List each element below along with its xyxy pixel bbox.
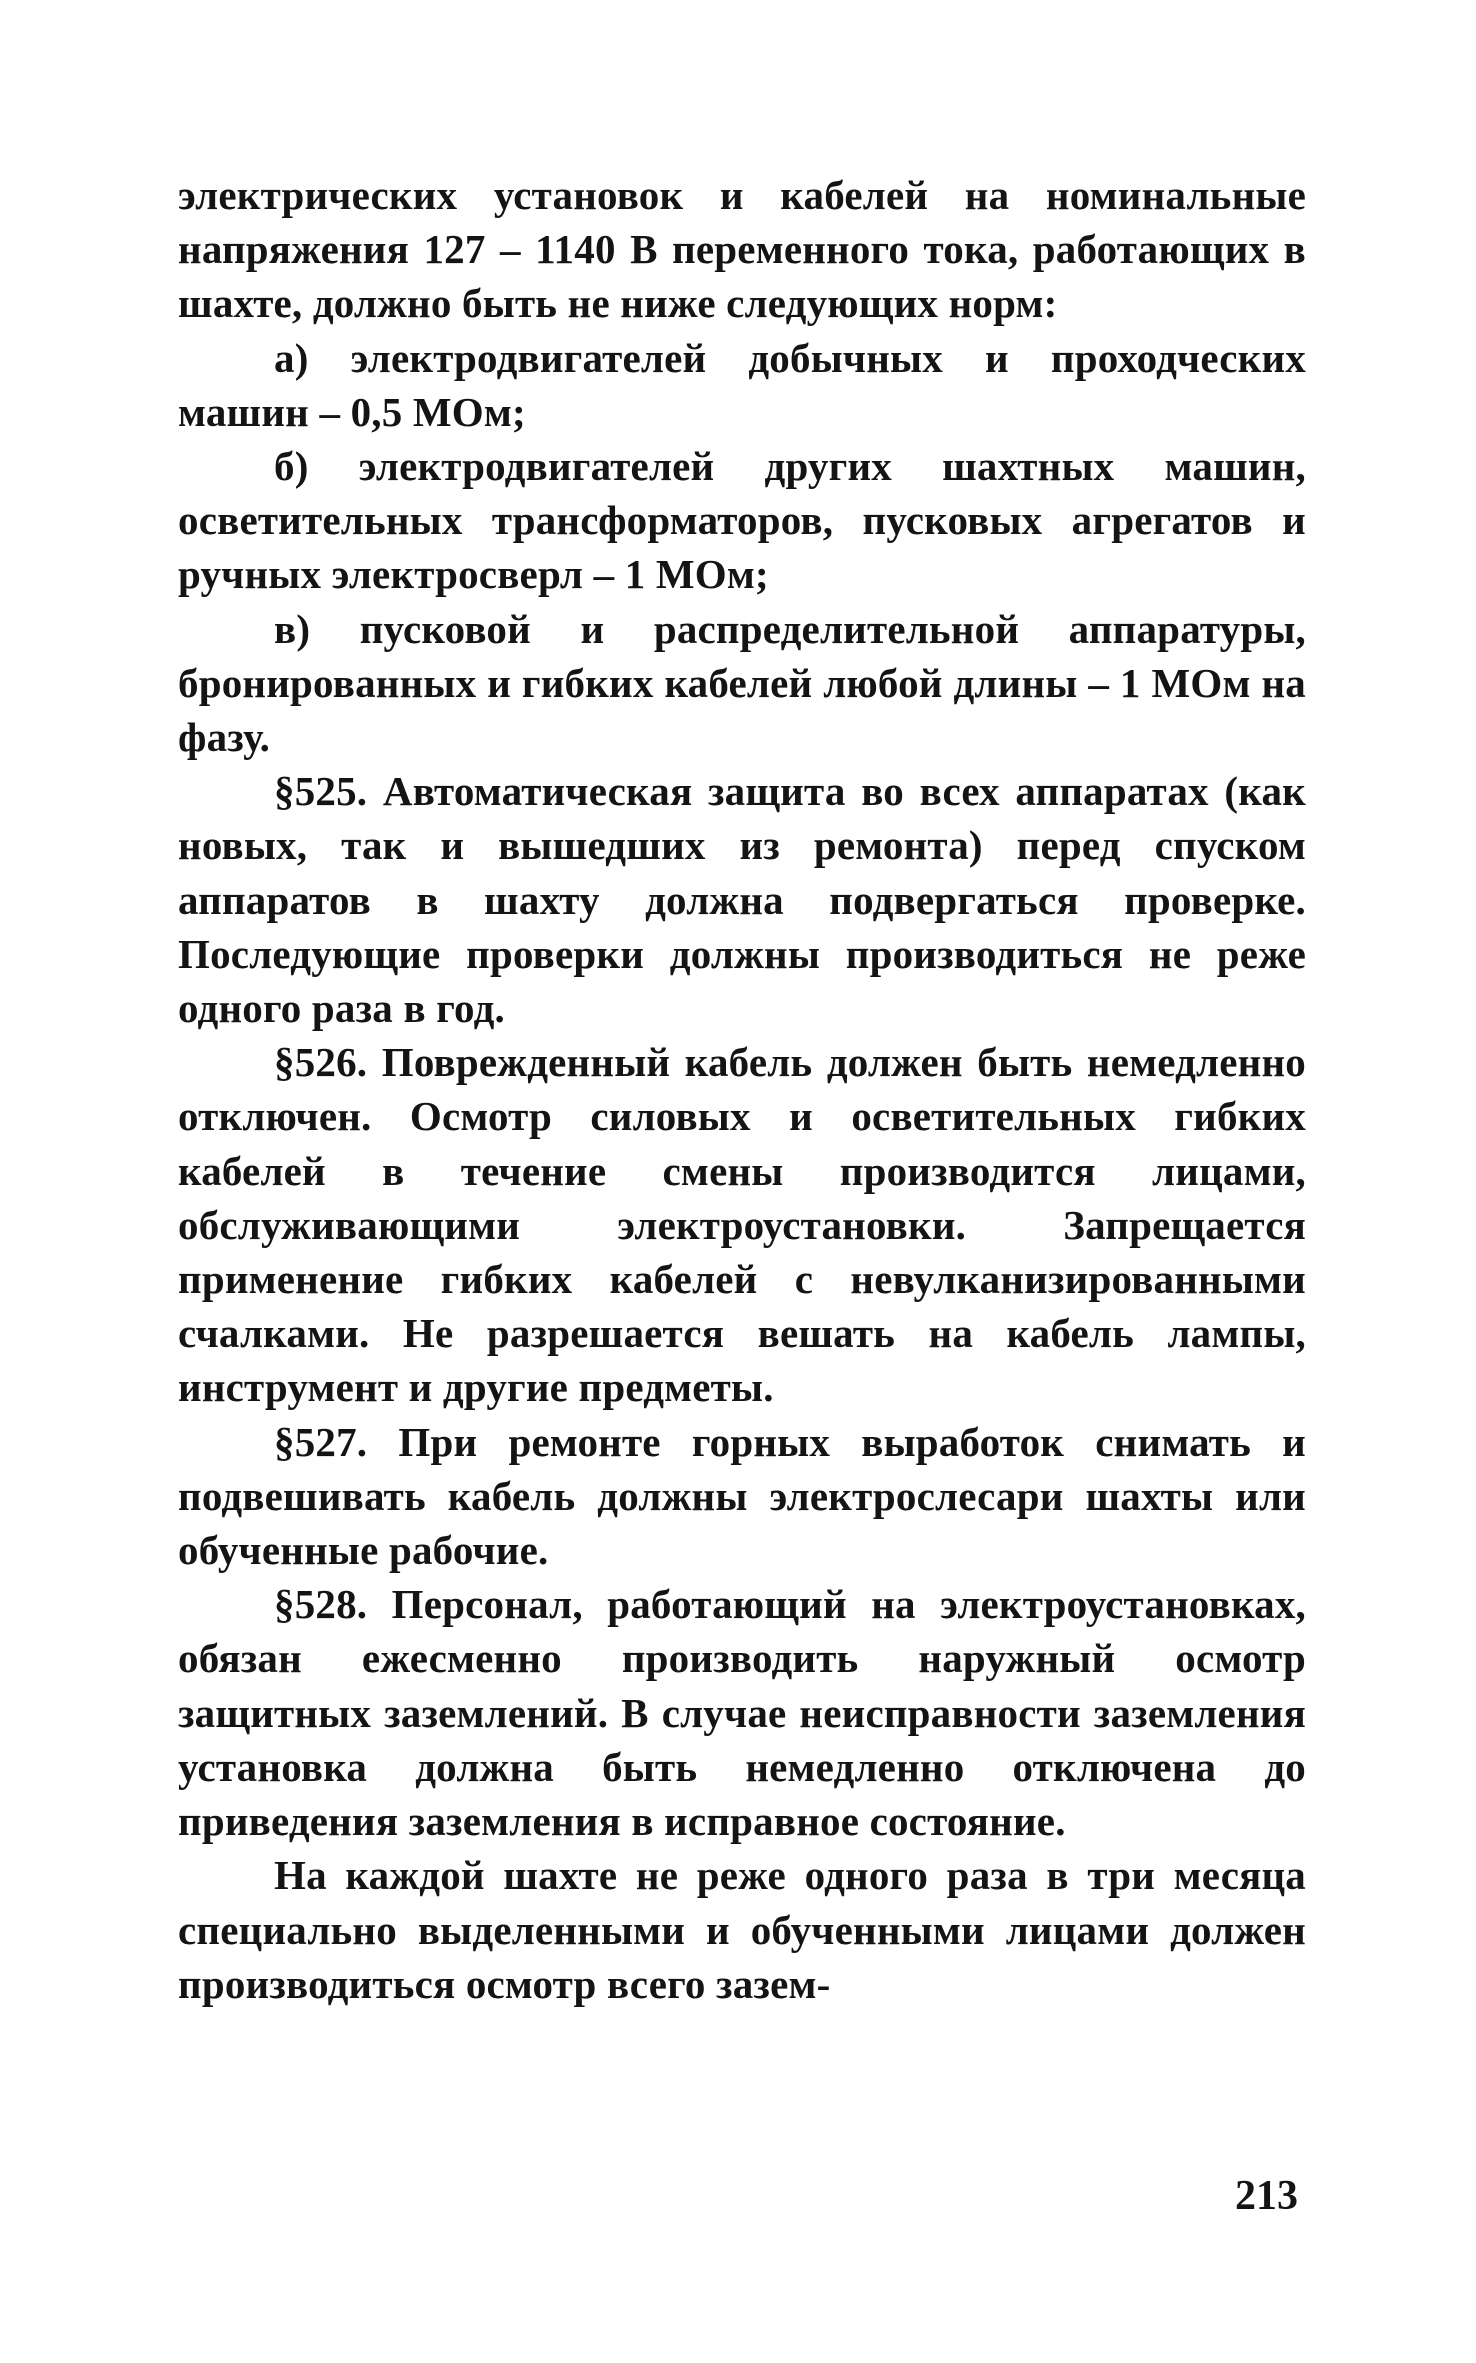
paragraph-section-525: §525. Автоматическая защита во всех аппаратах (как новых, так и вышедших из ремонта) перед спуском аппаратов в шахту должна подвергаться проверке. Последующие проверки должны производиться не реже одного раза в год.	[178, 768, 1306, 1032]
paragraph-inspection: На каждой шахте не реже одного раза в три месяца специально выделенными и обученными лицами должен производиться осмотр всего зазем-	[178, 1852, 1306, 2007]
paragraph-section-527: §527. При ремонте горных выработок снимать и подвешивать кабель должны электрослесари шахты или обученные рабочие.	[178, 1418, 1306, 1574]
paragraph-item-c: в) пусковой и распределительной аппаратуры, бронированных и гибких кабелей любой длины – 1 МОм на фазу.	[178, 605, 1306, 761]
paragraph-section-528: §528. Персонал, работающий на электроустановках, обязан ежесменно производить наружный осмотр защитных заземлений. В случае неисправности заземления установка должна быть немедленно отключена до приведения заземления в исправное состояние.	[178, 1581, 1306, 1845]
paragraph-continuation: электрических установок и кабелей на номинальные напряжения 127 – 1140 В переменного тока, работающих в шахте, должно быть не ниже следующих норм:	[178, 172, 1306, 327]
paragraph-section-526: §526. Поврежденный кабель должен быть немедленно отключен. Осмотр силовых и осветительных гибких кабелей в течение смены производится лицами, обслуживающими электроустановки. Запрещается применение гибких кабелей с невулканизированными счалками. Не разрешается вешать на кабель лампы, инструмент и другие предметы.	[178, 1039, 1306, 1411]
paragraph-item-b: б) электродвигателей других шахтных машин, осветительных трансформаторов, пусковых агрегатов и ручных электросверл – 1 МОм;	[178, 443, 1306, 598]
page-number: 213	[1235, 2173, 1298, 2219]
page-body	[178, 168, 1306, 2011]
paragraph-item-a: а) электродвигателей добычных и проходческих машин – 0,5 МОм;	[178, 334, 1306, 435]
